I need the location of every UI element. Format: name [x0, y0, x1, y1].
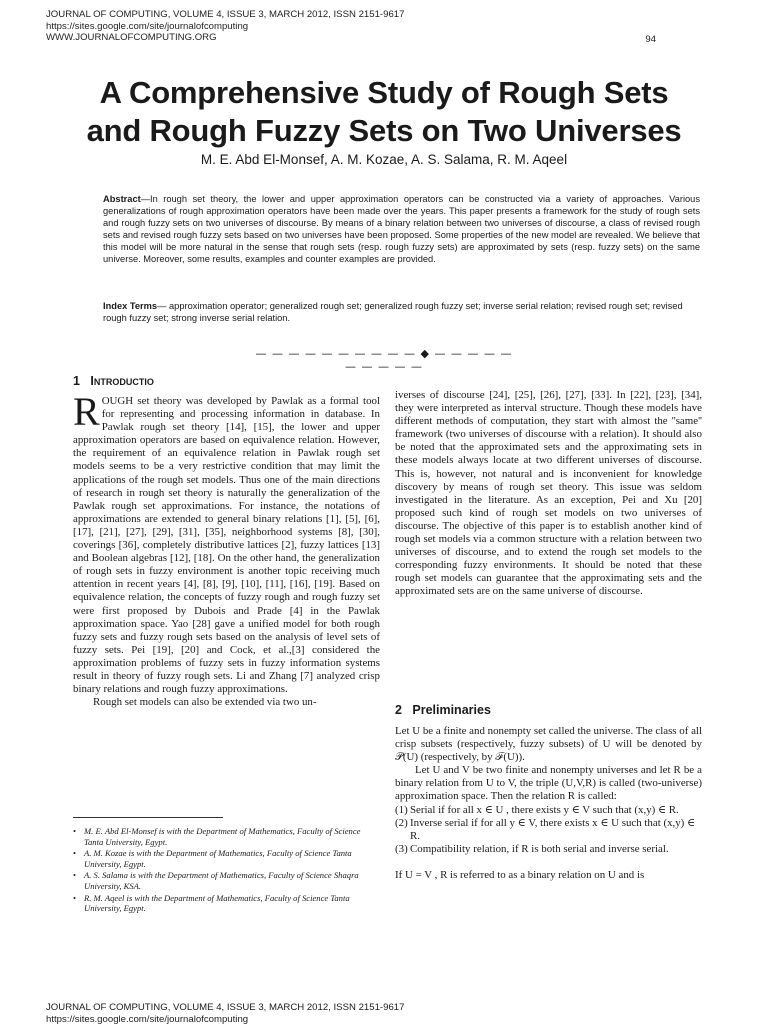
section-1-title: Introductio: [90, 374, 153, 388]
right-column: [395, 389, 702, 599]
footer-url-line: https://sites.google.com/site/journalofcomputing: [46, 1014, 656, 1025]
title-line-2: and Rough Fuzzy Sets on Two Universes: [40, 112, 728, 150]
section-1-number: 1: [73, 374, 80, 388]
footnote-item: • M. E. Abd El-Monsef is with the Department of Mathematics, Faculty of Science Tanta University, Egypt.: [73, 826, 380, 847]
relation-list-item: (3) Compatibility relation, if R is both serial and inverse serial.: [395, 843, 702, 856]
header-journal-line: JOURNAL OF COMPUTING, VOLUME 4, ISSUE 3, MARCH 2012, ISSN 2151-9617: [46, 9, 656, 21]
paper-title: [40, 74, 728, 150]
footnote-rule: [73, 817, 223, 818]
section-2-title: Preliminaries: [412, 703, 491, 717]
page-number: 94: [636, 34, 656, 45]
intro-paragraph-1-text: OUGH set theory was developed by Pawlak as a formal tool for representing and processing information in database. In Pawlak rough set theory [14], [15], the lower and upper approximation operators are based on equivalence relation. However, the requirement of an equivalence relation in Pawlak rough set models seems to be a very restrictive condition that may limit the applications of the rough set models. Thus one of the main directions of research in rough set theory is naturally the generalization of the Pawlak rough set approximations. For instance, the notations of approximations are extended to general binary relations [1], [5], [6], [17], [21], [27], [29], [31], [35], neighborhood systems [8], [30], coverings [36], completely distributive lattices [2], fuzzy lattices [13] and Boolean algebras [12], [18]. On the other hand, the generalization of rough sets in fuzzy environment is another topic receiving much attention in recent years [4], [8], [9], [10], [11], [16], [19]. Based on equivalence relation, the concepts of fuzzy rough and rough fuzzy set were first proposed by Dubois and Prade [4] in the Pawlak approximation space. Yao [28] gave a unified model for both rough fuzzy sets and fuzzy rough sets based on the analysis of level sets of fuzzy sets. Pei [19], [20] and Cock, et al.,[3] considered the approximation problems of fuzzy sets in fuzzy information systems result in theory of fuzzy rough sets. Li and Zhang [7] analyzed crisp binary relations and rough fuzzy approximations.: [73, 395, 380, 695]
abstract-text: —In rough set theory, the lower and upper approximation operators can be constructed via a variety of approaches. Various generalizations of rough approximation operators have been made over the years. This paper presents a framework for the study of rough sets and rough fuzzy sets on two universes of discourse. By means of a binary relation between two universes of discourse, a class of revised rough sets and revised rough fuzzy sets based on two universes have been proposed. Some properties of the new model are revealed. We believe that this model will be more natural in the sense that rough sets (resp. rough fuzzy sets) are approximated by sets (resp. fuzzy sets) on the same universe. Moreover, some results, examples and counter examples are provided.: [103, 194, 700, 264]
left-column: [73, 395, 380, 709]
intro-paragraph-continued: iverses of discourse [24], [25], [26], [27], [33]. In [22], [23], [34], they were interpreted as interval structure. Though these models have different methods of computation, they start with almost the ''same'' framework (two universes of discourse with a relation). It should also be noted that the approximated sets and the approximating sets in these models always locate at two different universes of discourse. This is, however, not natural and is inconvenient for knowledge discovery by means of rough set theory. This issue was seldom investigated in the literature. As an exception, Pei and Xu [20] proposed such kind of rough set models on two universes of discourse. The objective of this paper is to establish another kind of rough set models via a common structure with a relation between two universes of discourse, and to extend the rough set models to the corresponding fuzzy environments. It should be noted that these rough set models can guarantee that the approximating sets and the approximated sets are on the same universe of discourse.: [395, 389, 702, 599]
preliminaries-paragraph-2: Let U and V be two finite and nonempty universes and let R be a binary relation from U to V, the triple (U,V,R) is called (two-universe) approximation space. Then the relation R is called:: [395, 764, 702, 803]
intro-paragraph-2: Rough set models can also be extended via two un-: [73, 696, 380, 709]
author-list: M. E. Abd El-Monsef, A. M. Kozae, A. S. Salama, R. M. Aqeel: [40, 152, 728, 167]
drop-cap: R: [73, 396, 100, 427]
footnote-bullet: •: [73, 826, 76, 837]
footnote-bullet: •: [73, 870, 76, 881]
footnote-item: • A. M. Kozae is with the Department of Mathematics, Faculty of Science Tanta University, Egypt.: [73, 848, 380, 869]
relation-list-item: (2) Inverse serial if for all y ∈ V, there exists x ∈ U such that (x,y) ∈ R.: [395, 817, 702, 843]
abstract-label: Abstract: [103, 194, 141, 204]
section-divider: — — — — — — — — — — ◆ — — — — — — — — — —: [250, 347, 518, 373]
footnote-item: • R. M. Aqeel is with the Department of Mathematics, Faculty of Science Tanta University, Egypt.: [73, 893, 380, 914]
header-url-line: https://sites.google.com/site/journalofcomputing: [46, 21, 656, 33]
index-terms-label: Index Terms: [103, 301, 157, 311]
footer-journal-line: JOURNAL OF COMPUTING, VOLUME 4, ISSUE 3, MARCH 2012, ISSN 2151-9617: [46, 1002, 656, 1014]
section-2-number: 2: [395, 703, 402, 717]
section-1-heading: [73, 374, 154, 388]
relation-list-item: (1) Serial if for all x ∈ U , there exists y ∈ V such that (x,y) ∈ R.: [395, 804, 702, 817]
running-header: [46, 9, 656, 44]
footnote-bullet: •: [73, 893, 76, 904]
section-2-heading: [395, 703, 491, 717]
index-terms-text: — approximation operator; generalized rough set; generalized rough fuzzy set; inverse serial relation; revised rough set; revised rough fuzzy set; strong inverse serial relation.: [103, 301, 683, 323]
footnote-bullet: •: [73, 848, 76, 859]
title-line-1: A Comprehensive Study of Rough Sets: [40, 74, 728, 112]
abstract: [103, 193, 700, 266]
running-footer: [46, 1002, 656, 1025]
preliminaries-paragraph-1: Let U be a finite and nonempty set called the universe. The class of all crisp subsets (respectively, fuzzy subsets) of U will be denoted by 𝒫(U) (respectively, by ℱ(U)).: [395, 725, 702, 764]
footnote-item: • A. S. Salama is with the Department of Mathematics, Faculty of Science Shaqra University, KSA.: [73, 870, 380, 891]
preliminaries-body: [395, 725, 702, 882]
intro-paragraph-1: [73, 395, 380, 696]
index-terms: [103, 300, 700, 324]
header-site-line: WWW.JOURNALOFCOMPUTING.ORG: [46, 32, 656, 44]
author-footnotes: [73, 826, 380, 915]
preliminaries-last-line: If U = V , R is referred to as a binary relation on U and is: [395, 869, 702, 882]
